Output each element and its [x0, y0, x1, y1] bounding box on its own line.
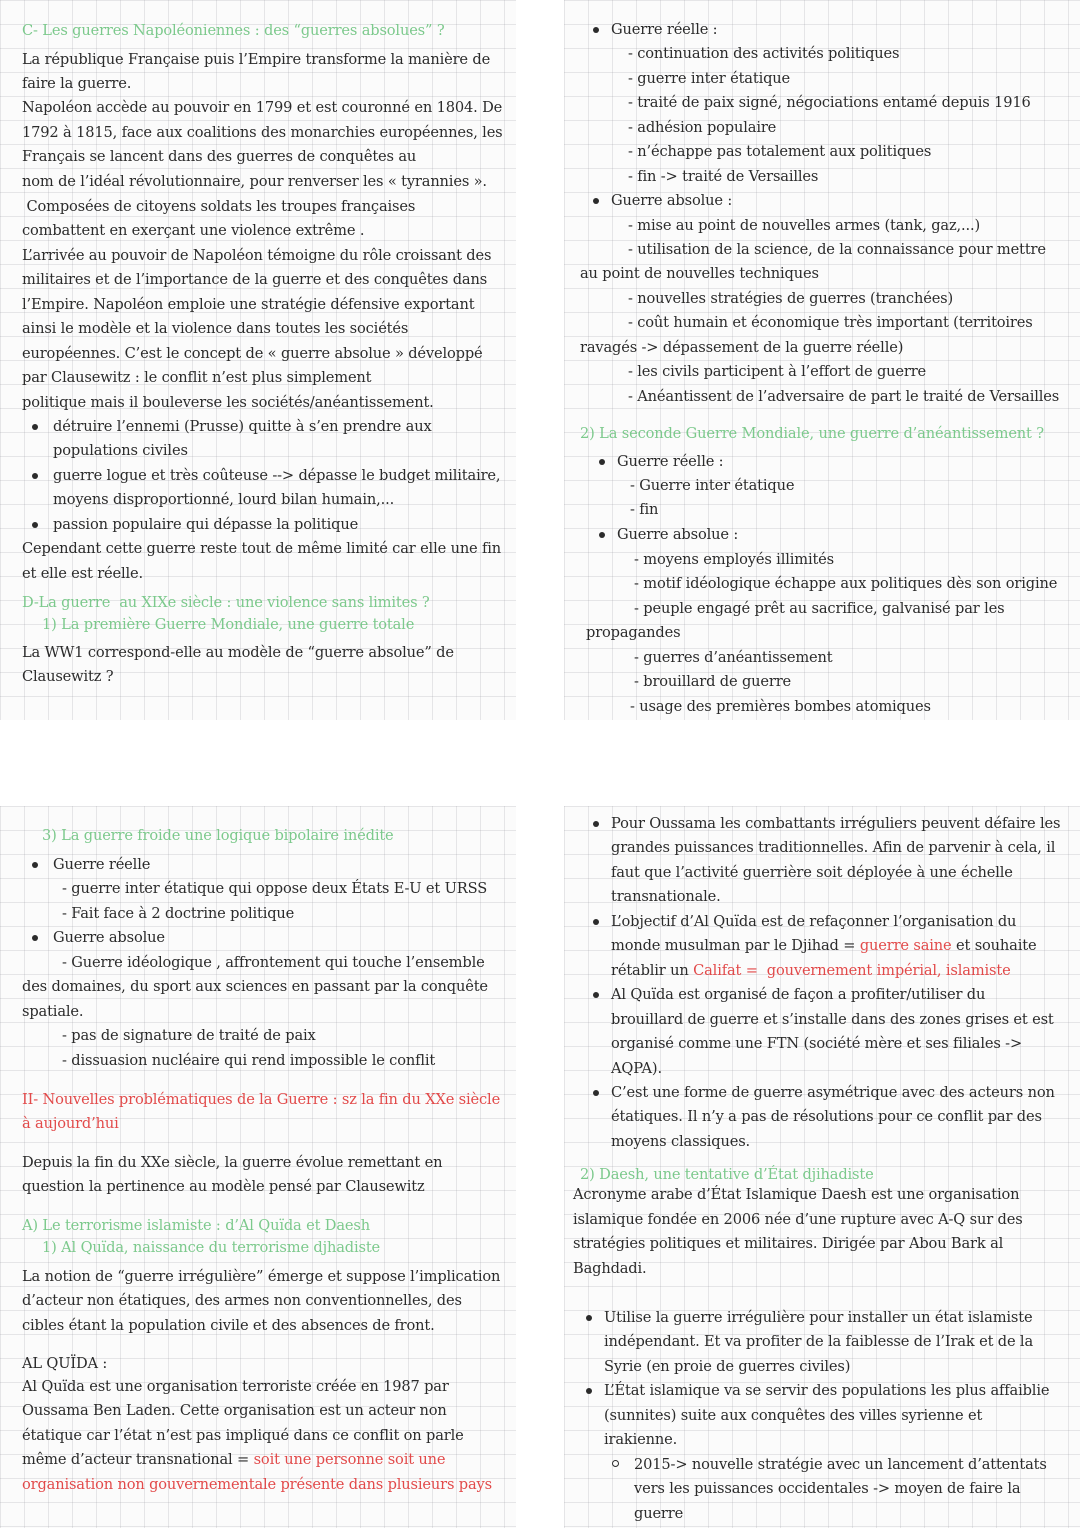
bullet-text: transnationale. — [611, 888, 721, 905]
text-line: l’Empire. Napoléon emploie une stratégie défensive exportant — [22, 296, 475, 313]
text-line: - usage des premières bombes atomiques — [630, 698, 931, 715]
bullet-text: Al Quïda est organisé de façon a profiter/utiliser du — [611, 986, 986, 1003]
text-line: stratégies politiques et militaires. Dirigée par Abou Bark al — [573, 1235, 1004, 1252]
text-line: - utilisation de la science, de la connaissance pour mettre — [628, 241, 1046, 258]
text-span: même d’acteur transnational = — [22, 1451, 254, 1468]
bullet-text: 2015-> nouvelle stratégie avec un lancement d’attentats — [634, 1456, 1047, 1473]
bullet-text: moyens disproportionné, lourd bilan humain,... — [53, 491, 395, 508]
bullet-dot — [599, 459, 605, 465]
notes-page-4 — [564, 806, 1080, 1528]
section-heading-a: A) Le terrorisme islamiste : d’Al Quïda et Daesh — [22, 1217, 370, 1234]
text-line: Oussama Ben Laden. Cette organisation est un acteur non — [22, 1402, 447, 1419]
bullet-dot — [593, 27, 599, 33]
text-line: étatique car l’état n’est pas impliqué dans ce conflit on parle — [22, 1427, 464, 1444]
text-line: 1792 à 1815, face aux coalitions des monarchies européennes, les — [22, 124, 503, 141]
text-line: - les civils participent à l’effort de guerre — [628, 363, 927, 380]
text-line: - traité de paix signé, négociations entamé depuis 1916 — [628, 94, 1031, 111]
subsection-heading-3: 3) La guerre froide une logique bipolaire inédite — [42, 827, 394, 844]
text-line: Acronyme arabe d’État Islamique Daesh est une organisation — [573, 1186, 1020, 1203]
text-line: ravagés -> dépassement de la guerre réelle) — [580, 339, 904, 356]
text-line: - guerres d’anéantissement — [634, 649, 833, 666]
section-heading-ii: II- Nouvelles problématiques de la Guerre : sz la fin du XXe siècle — [22, 1091, 501, 1108]
definition-text: organisation non gouvernementale présente dans plusieurs pays — [22, 1476, 492, 1493]
text-span: monde musulman par le Djihad = — [611, 937, 860, 954]
bullet-dot — [593, 1090, 599, 1096]
bullet-text: guerre — [634, 1505, 684, 1522]
text-line: - pas de signature de traité de paix — [62, 1027, 316, 1044]
text-line: - nouvelles stratégies de guerres (tranchées) — [628, 290, 954, 307]
text-line: Napoléon accède au pouvoir en 1799 et est couronné en 1804. De — [22, 99, 503, 116]
bullet-dot — [599, 532, 605, 538]
bullet-dot — [593, 992, 599, 998]
text-line: - coût humain et économique très important (territoires — [628, 314, 1033, 331]
text-line: La république Française puis l’Empire transforme la manière de — [22, 51, 491, 68]
text-line: d’acteur non étatiques, des armes non conventionnelles, des — [22, 1292, 462, 1309]
bullet-text: grandes puissances traditionnelles. Afin de parvenir à cela, il — [611, 839, 1056, 856]
text-line: Depuis la fin du XXe siècle, la guerre évolue remettant en — [22, 1154, 443, 1171]
section-heading-d: D-La guerre au XIXe siècle : une violence sans limites ? — [22, 594, 430, 611]
bullet-text: guerre logue et très coûteuse --> dépasse le budget militaire, — [53, 467, 501, 484]
bullet-text: Guerre réelle — [53, 856, 151, 873]
text-line: - Fait face à 2 doctrine politique — [62, 905, 295, 922]
bullet-text: indépendant. Et va profiter de la faiblesse de l’Irak et de la — [604, 1333, 1034, 1350]
bullet-dot — [593, 919, 599, 925]
text-line: AL QUÏDA : — [22, 1355, 108, 1372]
bullet-text: C’est une forme de guerre asymétrique avec des acteurs non — [611, 1084, 1055, 1101]
bullet-text: L’État islamique va se servir des populations les plus affaiblie — [604, 1382, 1050, 1399]
text-line: au point de nouvelles techniques — [580, 265, 819, 282]
notes-page-3 — [0, 806, 516, 1528]
bullet-text: AQPA). — [611, 1060, 662, 1077]
text-line: politique mais il bouleverse les sociétés/anéantissement. — [22, 394, 434, 411]
bullet-dot — [32, 522, 38, 528]
text-line: - Guerre inter étatique — [630, 477, 795, 494]
bullet-text — [611, 936, 1036, 956]
text-line: islamique fondée en 2006 née d’une rupture avec A-Q sur des — [573, 1211, 1023, 1228]
bullet-text: Guerre absolue — [53, 929, 165, 946]
text-line: La notion de “guerre irrégulière” émerge et suppose l’implication — [22, 1268, 501, 1285]
sub-bullet-circle — [612, 1460, 619, 1467]
text-line: nom de l’idéal révolutionnaire, pour renverser les « tyrannies ». — [22, 173, 487, 190]
subsection-heading-a1: 1) Al Quïda, naissance du terrorisme djhadiste — [42, 1239, 381, 1256]
subsection-heading-2: 2) La seconde Guerre Mondiale, une guerre d’anéantissement ? — [580, 425, 1044, 442]
bullet-text: Syrie (en proie de guerres civiles) — [604, 1358, 851, 1375]
bullet-dot — [32, 862, 38, 868]
bullet-text: irakienne. — [604, 1431, 678, 1448]
text-line: par Clausewitz : le conflit n’est plus simplement — [22, 369, 372, 386]
bullet-text: brouillard de guerre et s’installe dans des zones grises et est — [611, 1011, 1054, 1028]
text-line: - brouillard de guerre — [634, 673, 792, 690]
notes-page-2 — [564, 0, 1080, 720]
bullet-text: moyens classiques. — [611, 1133, 751, 1150]
text-line: - Anéantissent de l’adversaire de part le traité de Versailles — [628, 388, 1060, 405]
text-line: - peuple engagé prêt au sacrifice, galvanisé par les — [634, 600, 1005, 617]
text-line: Al Quïda est une organisation terroriste créée en 1987 par — [22, 1378, 449, 1395]
bullet-text: Guerre absolue : — [617, 526, 739, 543]
bullet-text: vers les puissances occidentales -> moyen de faire la — [634, 1480, 1021, 1497]
bullet-dot — [32, 424, 38, 430]
text-line: des domaines, du sport aux sciences en passant par la conquête — [22, 978, 488, 995]
notes-page-1 — [0, 0, 516, 720]
text-line: Baghdadi. — [573, 1260, 647, 1277]
bullet-dot — [32, 473, 38, 479]
bullet-text: (sunnites) suite aux conquêtes des villes syrienne et — [604, 1407, 983, 1424]
text-line: - fin -> traité de Versailles — [628, 168, 819, 185]
text-line: - motif idéologique échappe aux politiques dès son origine — [634, 575, 1058, 592]
text-line: militaires et de l’importance de la guerre et des conquêtes dans — [22, 271, 488, 288]
bullet-text: détruire l’ennemi (Prusse) quitte à s’en prendre aux — [53, 418, 432, 435]
text-line: Cependant cette guerre reste tout de même limité car elle une fin — [22, 540, 502, 557]
bullet-text: Guerre réelle : — [611, 21, 718, 38]
bullet-text: passion populaire qui dépasse la politique — [53, 516, 359, 533]
text-span: et souhaite — [951, 937, 1037, 954]
text-line: - guerre inter étatique — [628, 70, 791, 87]
text-line: et elle est réelle. — [22, 565, 144, 582]
text-line: Français se lancent dans des guerres de conquêtes au — [22, 148, 417, 165]
text-line: - continuation des activités politiques — [628, 45, 900, 62]
bullet-text: L’objectif d’Al Quïda est de refaçonner l’organisation du — [611, 913, 1017, 930]
bullet-text: Guerre absolue : — [611, 192, 733, 209]
text-line: spatiale. — [22, 1003, 84, 1020]
bullet-text: populations civiles — [53, 442, 188, 459]
text-line: Composées de citoyens soldats les troupes françaises — [22, 198, 416, 215]
definition-text: guerre saine — [859, 937, 952, 954]
text-line: Clausewitz ? — [22, 668, 114, 685]
text-line: - fin — [630, 501, 659, 518]
bullet-dot — [586, 1388, 592, 1394]
bullet-text: étatiques. Il n’y a pas de résolutions pour ce conflit par des — [611, 1108, 1042, 1125]
text-line: faire la guerre. — [22, 75, 132, 92]
bullet-text: Pour Oussama les combattants irréguliers peuvent défaire les — [611, 815, 1061, 832]
subsection-heading-d1: 1) La première Guerre Mondiale, une guerre totale — [42, 616, 415, 633]
text-line: - mise au point de nouvelles armes (tank, gaz,...) — [628, 217, 980, 234]
text-line: - guerre inter étatique qui oppose deux États E-U et URSS — [62, 880, 488, 897]
text-line: cibles étant la population civile et des absences de front. — [22, 1317, 435, 1334]
bullet-text — [611, 961, 1011, 981]
definition-text: Califat = gouvernement impérial, islamiste — [693, 962, 1011, 979]
section-heading-ii: à aujourd’hui — [22, 1115, 119, 1132]
definition-text: soit une personne soit une — [253, 1451, 446, 1468]
bullet-text: Utilise la guerre irrégulière pour installer un état islamiste — [604, 1309, 1033, 1326]
text-line: propagandes — [586, 624, 681, 641]
text-line: - moyens employés illimités — [634, 551, 834, 568]
section-heading-c: C- Les guerres Napoléoniennes : des “guerres absolues” ? — [22, 22, 445, 39]
text-span: rétablir un — [611, 962, 694, 979]
bullet-dot — [593, 198, 599, 204]
bullet-dot — [32, 935, 38, 941]
bullet-dot — [586, 1315, 592, 1321]
bullet-dot — [593, 821, 599, 827]
bullet-text: Guerre réelle : — [617, 453, 724, 470]
subsection-heading-2: 2) Daesh, une tentative d’État djihadiste — [580, 1166, 874, 1183]
text-line — [22, 1450, 445, 1470]
text-line: La WW1 correspond-elle au modèle de “guerre absolue” de — [22, 644, 454, 661]
text-line: combattent en exerçant une violence extrême . — [22, 222, 365, 239]
text-line: - dissuasion nucléaire qui rend impossible le conflit — [62, 1052, 436, 1069]
text-line: L’arrivée au pouvoir de Napoléon témoigne du rôle croissant des — [22, 247, 492, 264]
text-line: - adhésion populaire — [628, 119, 777, 136]
text-line: question la pertinence au modèle pensé par Clausewitz — [22, 1178, 425, 1195]
bullet-text: faut que l’activité guerrière soit déployée à une échelle — [611, 864, 1013, 881]
text-line: européennes. C’est le concept de « guerre absolue » développé — [22, 345, 483, 362]
text-line: ainsi le modèle et la violence dans toutes les sociétés — [22, 320, 409, 337]
text-line: - n’échappe pas totalement aux politiques — [628, 143, 932, 160]
text-line: - Guerre idéologique , affrontement qui touche l’ensemble — [62, 954, 485, 971]
bullet-text: organisé comme une FTN (société mère et ses filiales -> — [611, 1035, 1023, 1052]
